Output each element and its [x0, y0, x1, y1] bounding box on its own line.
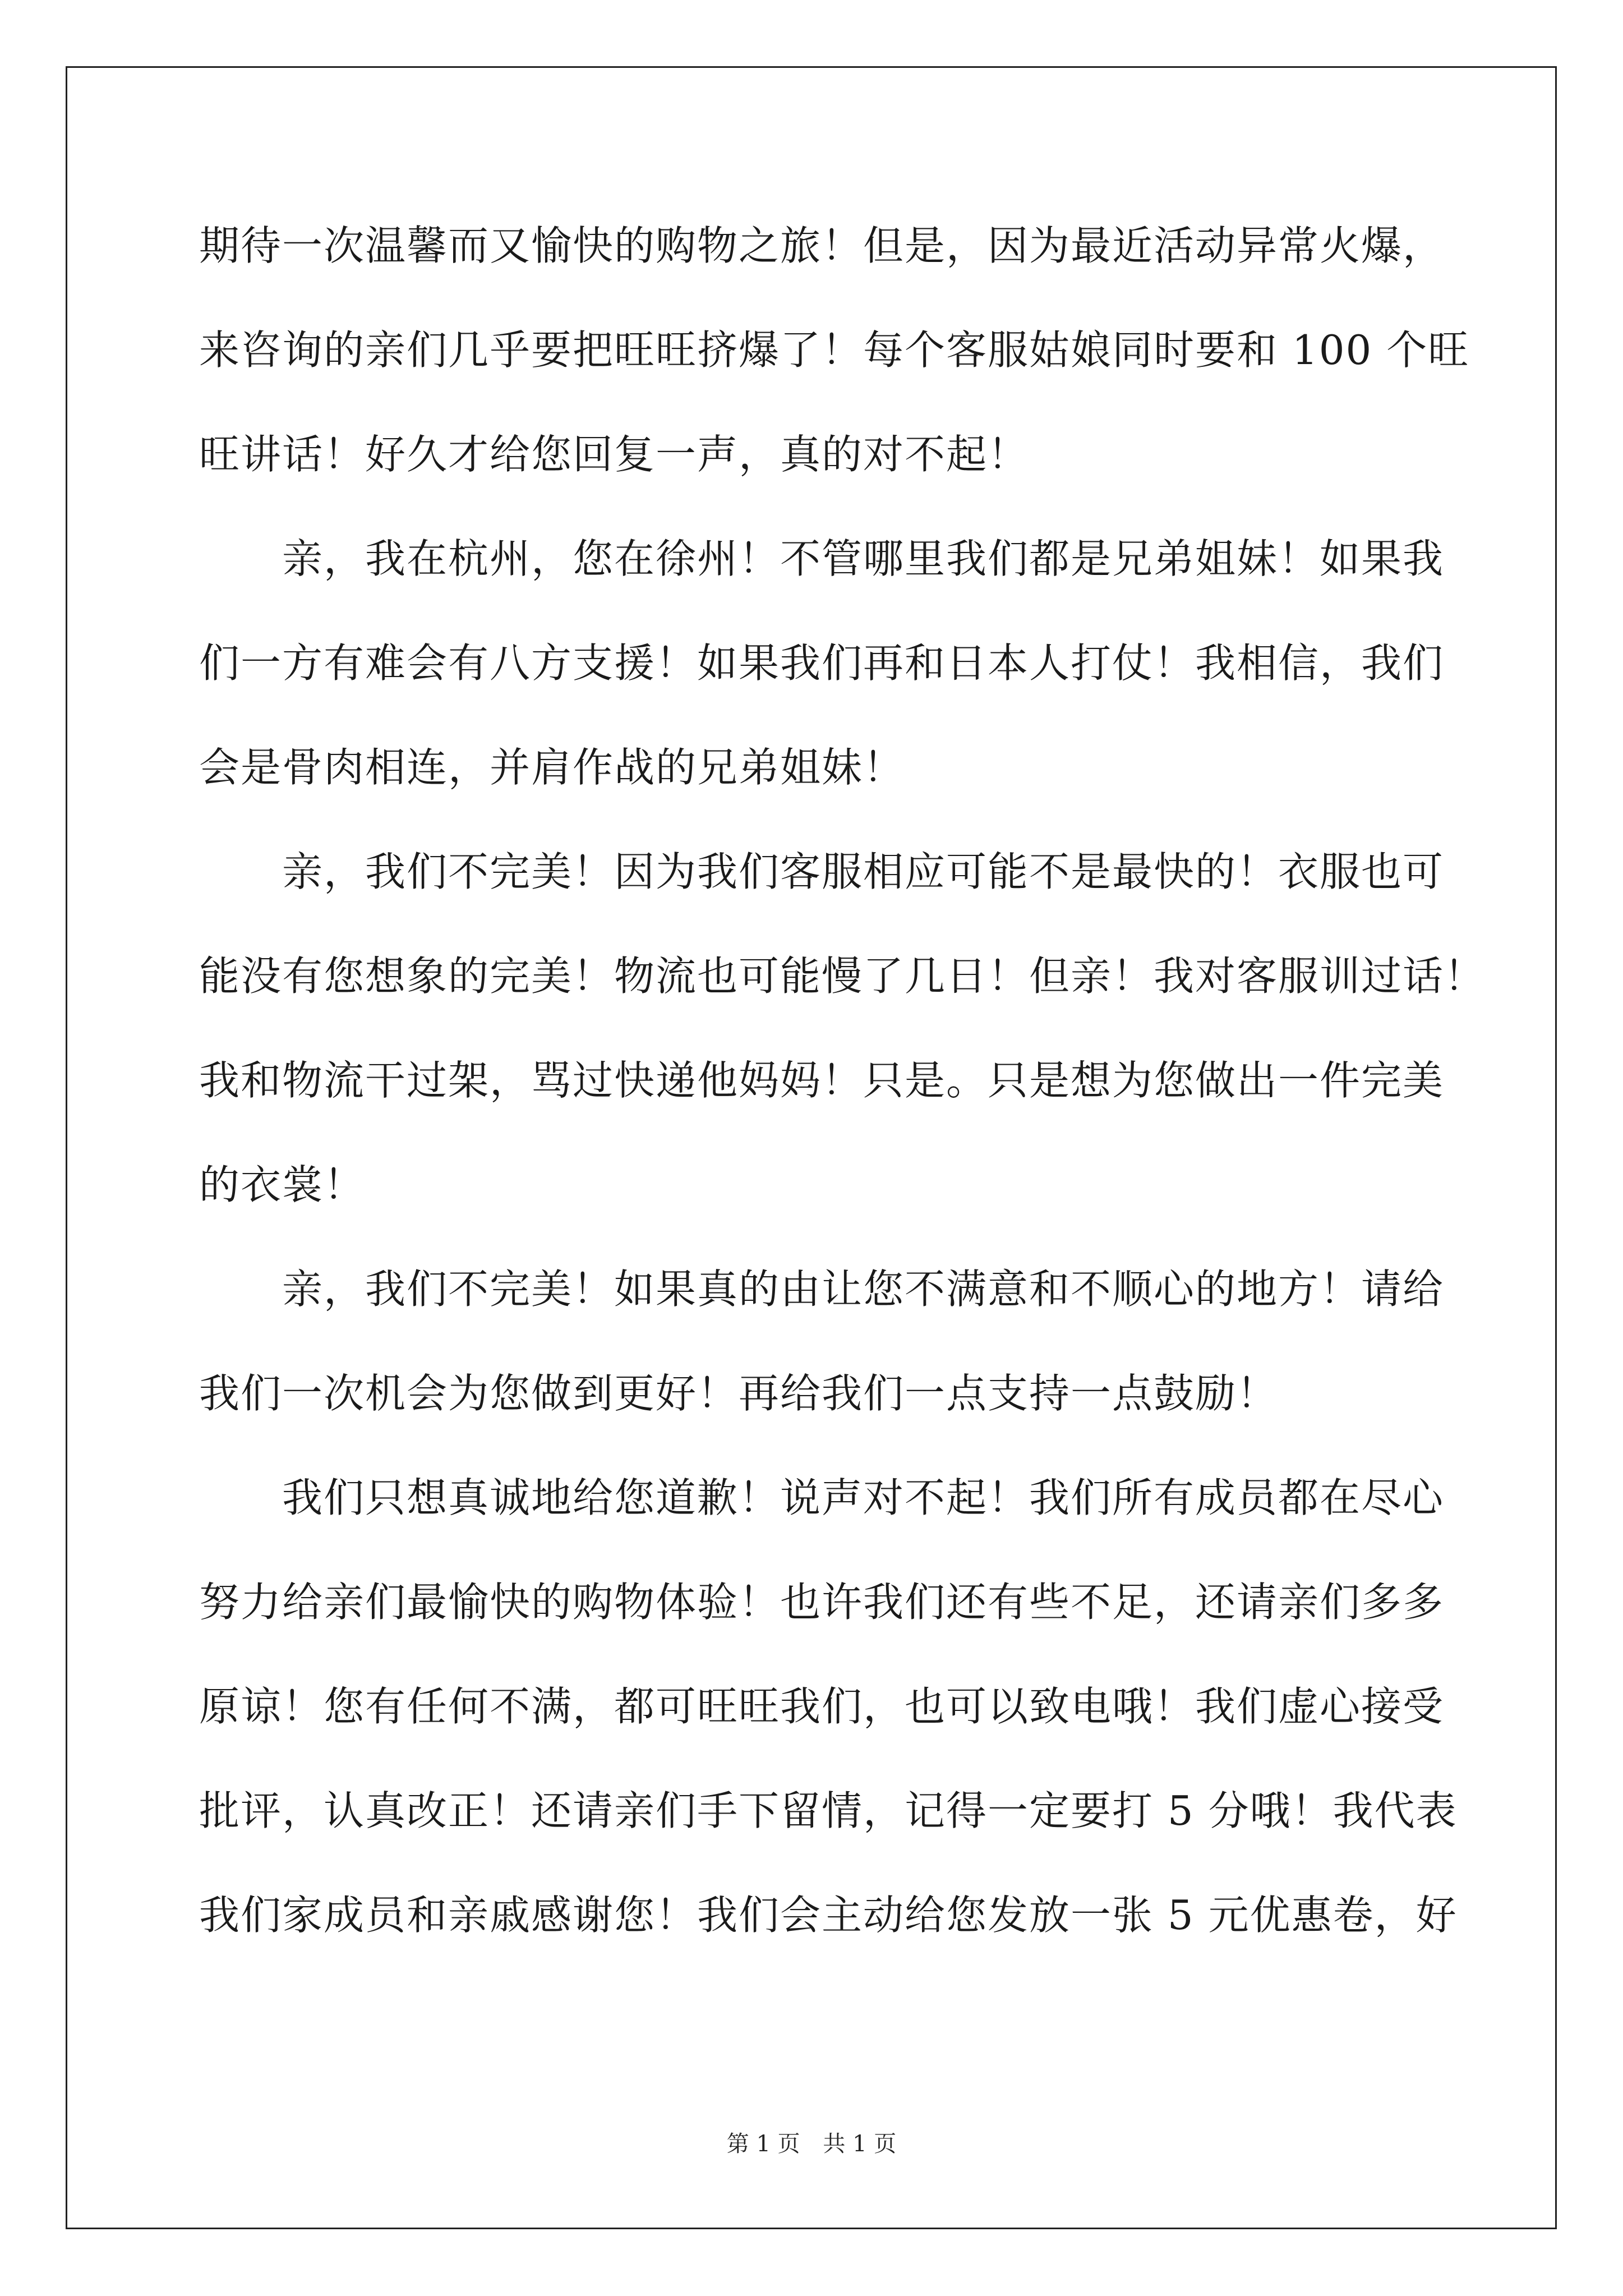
text-line-3: 旺讲话！好久才给您回复一声，真的对不起！	[199, 431, 1030, 478]
text-line-9: 我和物流干过架，骂过快递他妈妈！只是。只是想为您做出一件完美	[199, 1057, 1445, 1104]
text-line-16: 批评，认真改正！还请亲们手下留情，记得一定要打 5 分哦！我代表	[199, 1787, 1458, 1834]
page-footer	[0, 2126, 1623, 2158]
text-line-15: 原谅！您有任何不满，都可旺旺我们，也可以致电哦！我们虚心接受	[199, 1683, 1445, 1730]
text-line-14: 努力给亲们最愉快的购物体验！也许我们还有些不足，还请亲们多多	[199, 1579, 1445, 1626]
page-number-total: 共 1 页	[823, 2131, 897, 2157]
page-number-current: 第 1 页	[726, 2131, 800, 2157]
text-line-17: 我们家成员和亲戚感谢您！我们会主动给您发放一张 5 元优惠卷，好	[199, 1892, 1458, 1939]
text-line-13: 我们只想真诚地给您道歉！说声对不起！我们所有成员都在尽心	[282, 1474, 1445, 1521]
text-line-11: 亲，我们不完美！如果真的由让您不满意和不顺心的地方！请给	[282, 1266, 1445, 1313]
text-line-5: 们一方有难会有八方支援！如果我们再和日本人打仗！我相信，我们	[199, 639, 1445, 687]
text-line-8: 能没有您想象的完美！物流也可能慢了几日！但亲！我对客服训过话！	[199, 953, 1486, 1000]
text-line-2: 来咨询的亲们几乎要把旺旺挤爆了！每个客服姑娘同时要和 100 个旺	[199, 326, 1470, 374]
document-body	[199, 194, 1486, 1967]
text-line-1: 期待一次温馨而又愉快的购物之旅！但是，因为最近活动异常火爆，	[199, 222, 1445, 269]
text-line-6: 会是骨肉相连，并肩作战的兄弟姐妹！	[199, 744, 905, 791]
text-line-7: 亲，我们不完美！因为我们客服相应可能不是最快的！衣服也可	[282, 848, 1445, 895]
text-line-12: 我们一次机会为您做到更好！再给我们一点支持一点鼓励！	[199, 1370, 1279, 1417]
text-line-4: 亲，我在杭州，您在徐州！不管哪里我们都是兄弟姐妹！如果我	[282, 535, 1445, 582]
text-line-10: 的衣裳！	[199, 1161, 366, 1208]
